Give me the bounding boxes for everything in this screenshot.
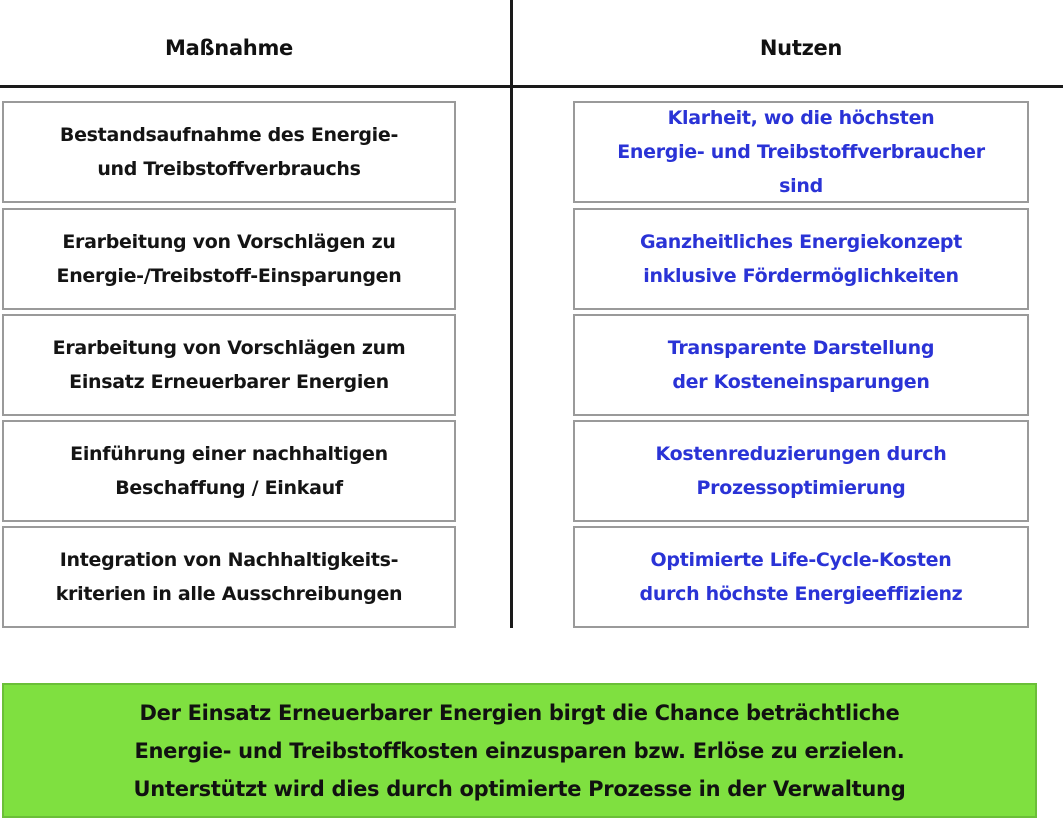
massnahme-text-2: Erarbeitung von Vorschlägen zu Energie-/Treibstoff-Einsparungen [56, 231, 402, 287]
massnahme-cell-3 [2, 314, 456, 416]
massnahme-text-5: Integration von Nachhaltigkeits- kriterien in alle Ausschreibungen [55, 549, 403, 605]
nutzen-text-4: Kostenreduzierungen durch Prozessoptimierung [655, 443, 947, 499]
massnahme-cell-2 [2, 208, 456, 310]
header-divider-right [512, 85, 1063, 88]
nutzen-text-5: Optimierte Life-Cycle-Kosten durch höchste Energieeffizienz [639, 549, 963, 605]
nutzen-cell-4 [573, 420, 1029, 522]
massnahme-cell-4 [2, 420, 456, 522]
massnahme-text-3: Erarbeitung von Vorschlägen zum Einsatz Erneuerbarer Energien [52, 337, 406, 393]
nutzen-text-1: Klarheit, wo die höchsten Energie- und Treibstoffverbraucher sind [617, 107, 985, 197]
column-header-nutzen: Nutzen [759, 36, 843, 60]
summary-text: Der Einsatz Erneuerbarer Energien birgt die Chance beträchtliche Energie- und Treibstoffkosten einzusparen bzw. Erlöse zu erzielen. Unterstützt wird dies durch optimierte Prozesse in der Verwaltung [133, 700, 906, 801]
massnahme-text-1: Bestandsaufnahme des Energie- und Treibstoffverbrauchs [59, 124, 399, 180]
nutzen-cell-1 [573, 101, 1029, 203]
column-divider [510, 0, 513, 628]
column-header-massnahme: Maßnahme [165, 36, 293, 60]
nutzen-text-2: Ganzheitliches Energiekonzept inklusive Fördermöglichkeiten [639, 231, 963, 287]
header-divider-left [0, 85, 512, 88]
nutzen-cell-2 [573, 208, 1029, 310]
nutzen-cell-3 [573, 314, 1029, 416]
massnahme-text-4: Einführung einer nachhaltigen Beschaffung / Einkauf [70, 443, 388, 499]
massnahme-cell-1 [2, 101, 456, 203]
summary-box [2, 683, 1037, 818]
nutzen-cell-5 [573, 526, 1029, 628]
nutzen-text-3: Transparente Darstellung der Kosteneinsparungen [667, 337, 935, 393]
massnahme-cell-5 [2, 526, 456, 628]
